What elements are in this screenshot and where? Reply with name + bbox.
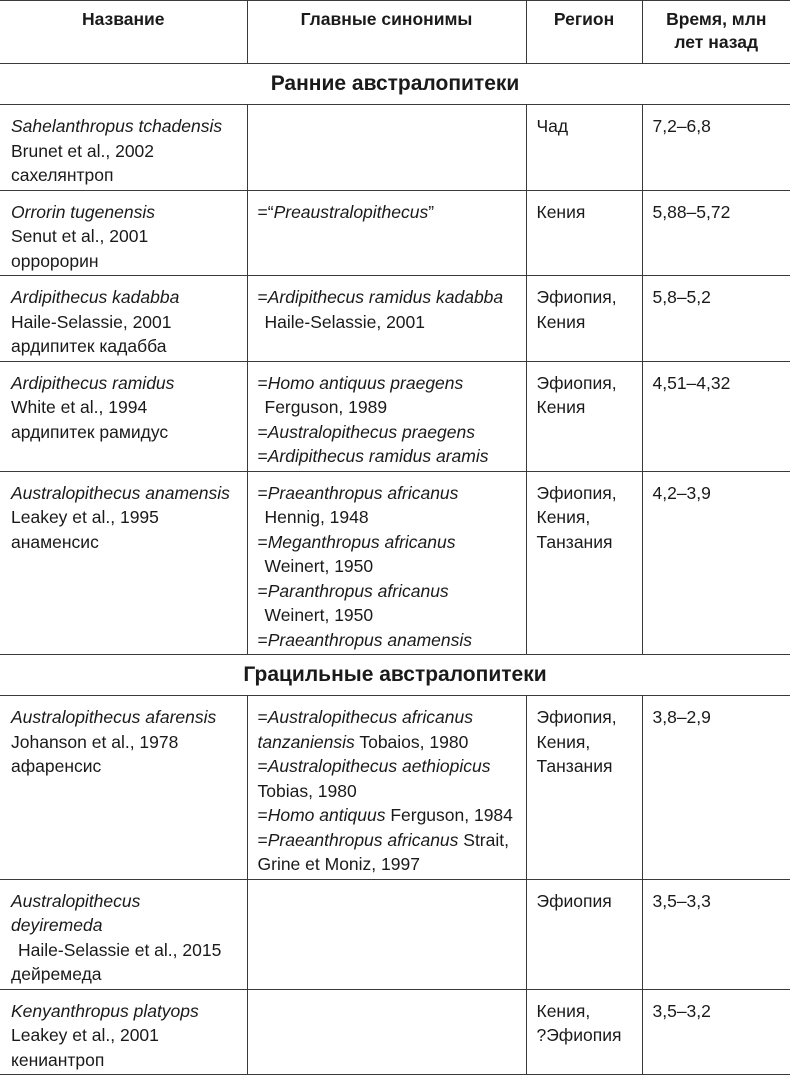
header-time-line1: Время, млн xyxy=(666,9,767,29)
synonym-text: ” xyxy=(428,201,435,222)
table-row xyxy=(0,471,790,655)
synonym-text: = xyxy=(257,531,268,552)
synonym-taxon: Praeanthropus africanus xyxy=(267,829,459,850)
synonym-line xyxy=(258,371,519,396)
synonym-line xyxy=(258,705,519,730)
synonym-text: Haile-Selassie, 2001 xyxy=(264,311,426,332)
species-name-line: Leakey et al., 2001 xyxy=(11,1025,159,1045)
species-name-cell xyxy=(0,471,247,655)
species-latin-name: Ardipithecus kadabba xyxy=(11,287,180,307)
header-row xyxy=(0,1,790,64)
synonym-line xyxy=(258,310,519,335)
species-name-cell xyxy=(0,276,247,362)
species-name-line: deyiremeda xyxy=(11,915,103,935)
species-latin-name: Ardipithecus ramidus xyxy=(11,372,175,393)
header-synonyms: Главные синонимы xyxy=(247,1,526,64)
region-cell xyxy=(526,105,642,191)
synonyms-cell xyxy=(247,879,526,989)
synonym-text: Grine et Moniz, 1997 xyxy=(257,854,420,874)
synonym-line xyxy=(258,828,519,853)
synonym-text: Hennig, 1948 xyxy=(264,507,369,527)
species-name-cell xyxy=(0,989,247,1075)
synonym-line xyxy=(258,530,519,555)
header-region: Регион xyxy=(526,1,642,64)
header-time xyxy=(642,1,790,64)
region-line: Эфиопия xyxy=(536,890,612,911)
synonym-text: Ferguson, 1984 xyxy=(385,805,513,825)
species-name-cell xyxy=(0,190,247,276)
section-header-row xyxy=(0,64,790,105)
synonym-text: Ferguson, 1989 xyxy=(264,397,388,417)
synonyms-cell xyxy=(247,989,526,1075)
synonym-text: Tobaios, 1980 xyxy=(354,731,469,752)
synonym-line xyxy=(258,852,519,877)
region-line: Эфиопия, xyxy=(536,287,617,307)
region-cell xyxy=(526,361,642,471)
species-name-line: Haile-Selassie, 2001 xyxy=(11,311,172,332)
synonym-text: = xyxy=(257,756,268,776)
region-cell xyxy=(526,696,642,880)
synonym-taxon: Australopithecus africanus xyxy=(267,707,473,727)
synonym-taxon: tanzaniensis xyxy=(257,731,355,752)
species-name-cell xyxy=(0,105,247,191)
species-name-line: афаренсис xyxy=(11,756,102,776)
synonym-text: = xyxy=(257,446,268,466)
synonym-taxon: Australopithecus aethiopicus xyxy=(267,756,491,776)
species-latin-name: Australopithecus anamensis xyxy=(11,482,230,503)
region-line: Чад xyxy=(536,116,569,136)
synonym-text: = xyxy=(257,372,268,393)
table-row xyxy=(0,989,790,1075)
synonym-line xyxy=(258,628,519,653)
synonym-line xyxy=(258,579,519,604)
synonyms-cell xyxy=(247,696,526,880)
synonym-text: =“ xyxy=(257,201,274,222)
region-line: Кения xyxy=(536,201,586,222)
species-name-cell xyxy=(0,696,247,880)
time-cell: 3,5–3,2 xyxy=(642,989,790,1075)
species-name-line: Haile-Selassie et al., 2015 xyxy=(18,939,222,960)
section-title: Грацильные австралопитеки xyxy=(0,655,790,696)
region-line: Эфиопия, xyxy=(536,482,617,503)
synonym-text: = xyxy=(257,829,268,850)
region-line: Эфиопия, xyxy=(536,372,617,393)
synonym-line xyxy=(258,730,519,755)
table-row xyxy=(0,190,790,276)
synonym-line xyxy=(258,603,519,628)
synonyms-cell xyxy=(247,105,526,191)
synonym-line xyxy=(258,444,519,469)
synonym-taxon: Praeanthropus anamensis xyxy=(267,629,473,650)
time-cell: 4,2–3,9 xyxy=(642,471,790,655)
table-row xyxy=(0,105,790,191)
synonyms-cell xyxy=(247,471,526,655)
synonym-line xyxy=(258,285,519,310)
species-latin-name: Kenyanthropus platyops xyxy=(11,1000,199,1021)
region-line: Эфиопия, xyxy=(536,707,617,727)
region-cell xyxy=(526,989,642,1075)
species-name-line: ардипитек кадабба xyxy=(11,336,167,356)
species-name-cell xyxy=(0,361,247,471)
species-name-line: дейремеда xyxy=(11,964,102,984)
table-row xyxy=(0,696,790,880)
region-cell xyxy=(526,276,642,362)
region-line: Кения, xyxy=(536,507,591,527)
region-line: Кения, xyxy=(536,731,591,752)
species-latin-name: Sahelanthropus tchadensis xyxy=(11,116,223,136)
synonym-line xyxy=(258,754,519,779)
time-cell: 5,8–5,2 xyxy=(642,276,790,362)
synonym-text: Tobias, 1980 xyxy=(257,780,357,801)
synonym-line xyxy=(258,395,519,420)
synonym-text: Weinert, 1950 xyxy=(264,605,374,625)
synonym-line xyxy=(258,481,519,506)
table-row xyxy=(0,276,790,362)
species-name-line: Senut et al., 2001 xyxy=(11,226,149,246)
header-name: Название xyxy=(0,1,247,64)
synonym-taxon: Homo antiquus praegens xyxy=(267,372,464,393)
region-line: Кения xyxy=(536,311,586,332)
synonym-line xyxy=(258,420,519,445)
time-cell: 5,88–5,72 xyxy=(642,190,790,276)
species-name-line: Leakey et al., 1995 xyxy=(11,507,159,527)
section-header-row xyxy=(0,655,790,696)
table-body xyxy=(0,64,790,1075)
species-name-line: кениантроп xyxy=(11,1049,105,1070)
synonym-taxon: Preaustralopithecus xyxy=(273,201,429,222)
species-name-line: ардипитек рамидус xyxy=(11,421,169,442)
region-cell xyxy=(526,879,642,989)
synonym-text: = xyxy=(257,707,268,727)
synonym-taxon: Paranthropus africanus xyxy=(267,580,449,601)
species-name-line: сахелянтроп xyxy=(11,165,114,185)
species-name-cell xyxy=(0,879,247,989)
time-cell: 3,5–3,3 xyxy=(642,879,790,989)
synonym-line xyxy=(258,803,519,828)
synonym-text: = xyxy=(257,421,268,442)
region-line: Танзания xyxy=(536,756,613,776)
region-line: ?Эфиопия xyxy=(536,1025,622,1045)
table-row xyxy=(0,361,790,471)
synonym-text: Strait, xyxy=(458,829,509,850)
synonyms-cell xyxy=(247,276,526,362)
species-latin-name: Australopithecus xyxy=(11,890,141,911)
time-cell: 4,51–4,32 xyxy=(642,361,790,471)
synonym-line xyxy=(258,554,519,579)
synonym-taxon: Ardipithecus ramidus kadabba xyxy=(267,287,504,307)
time-cell: 7,2–6,8 xyxy=(642,105,790,191)
synonym-taxon: Meganthropus africanus xyxy=(267,531,456,552)
synonyms-cell xyxy=(247,190,526,276)
synonym-text: = xyxy=(257,482,268,503)
species-name-line: орророрин xyxy=(11,250,99,271)
species-name-line: Brunet et al., 2002 xyxy=(11,140,155,161)
header-time-line2: лет назад xyxy=(674,32,759,52)
synonym-line xyxy=(258,779,519,804)
synonym-taxon: Australopithecus praegens xyxy=(267,421,475,442)
species-name-line: White et al., 1994 xyxy=(11,397,148,417)
species-name-line: Johanson et al., 1978 xyxy=(11,731,179,752)
synonym-text: Weinert, 1950 xyxy=(264,556,374,576)
region-cell xyxy=(526,190,642,276)
synonym-line xyxy=(258,200,519,225)
region-line: Кения xyxy=(536,397,586,417)
region-line: Танзания xyxy=(536,531,613,552)
region-line: Кения, xyxy=(536,1000,591,1021)
synonym-text: = xyxy=(257,287,268,307)
synonym-text: = xyxy=(257,580,268,601)
region-cell xyxy=(526,471,642,655)
synonym-taxon: Homo antiquus xyxy=(267,805,386,825)
species-latin-name: Orrorin tugenensis xyxy=(11,201,155,222)
synonym-line xyxy=(258,505,519,530)
time-cell: 3,8–2,9 xyxy=(642,696,790,880)
synonyms-cell xyxy=(247,361,526,471)
table-row xyxy=(0,879,790,989)
synonym-taxon: Ardipithecus ramidus aramis xyxy=(267,446,489,466)
synonym-taxon: Praeanthropus africanus xyxy=(267,482,459,503)
species-latin-name: Australopithecus afarensis xyxy=(11,707,217,727)
synonym-text: = xyxy=(257,629,268,650)
synonym-text: = xyxy=(257,805,268,825)
species-name-line: анаменсис xyxy=(11,531,99,552)
section-title: Ранние австралопитеки xyxy=(0,64,790,105)
